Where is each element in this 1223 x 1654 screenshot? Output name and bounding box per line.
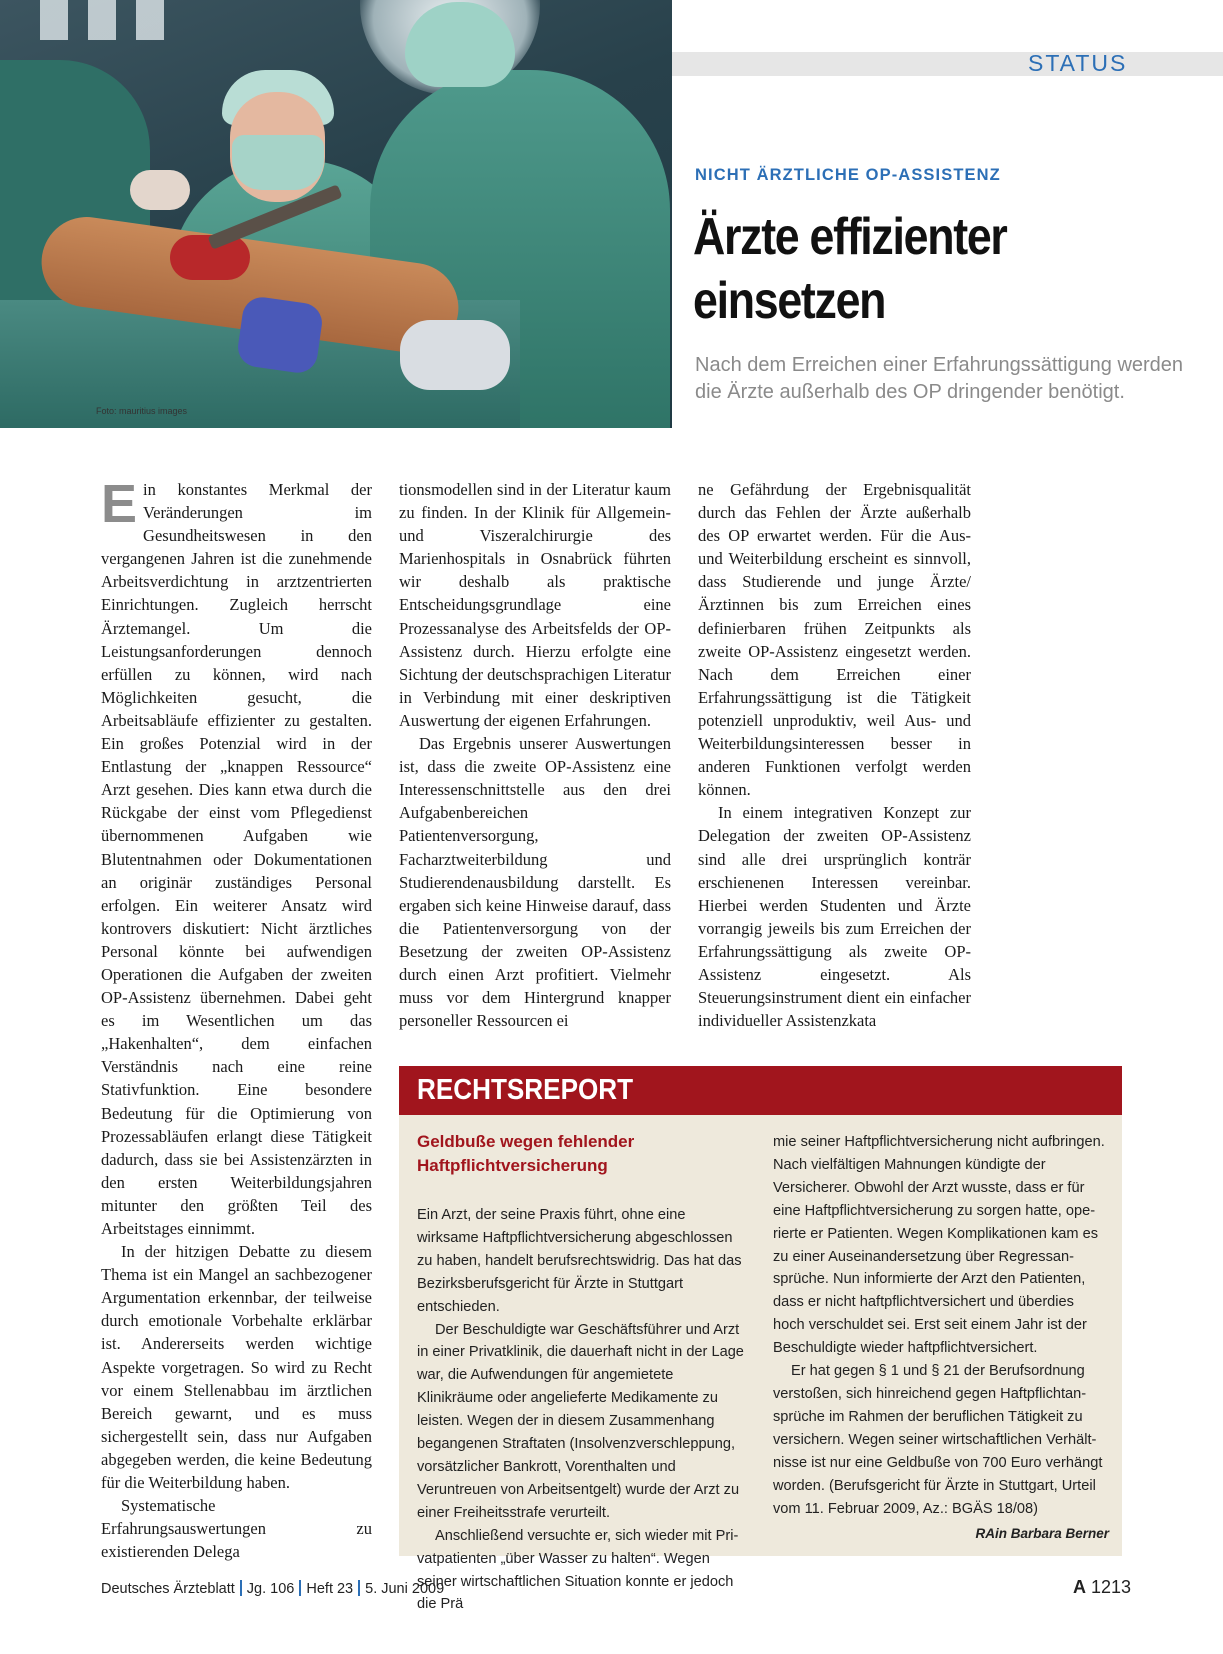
paragraph: Ein Arzt, der seine Praxis führt, ohne eine wirksame Haftpflichtversicherung abgeschlossen zu haben, handelt berufsrechtswidrig. Das hat das Bezirksberufsgericht für Ärzte in Stuttgart entschieden.: [417, 1207, 742, 1315]
article-kicker: NICHT ÄRZTLICHE OP-ASSISTENZ: [695, 166, 1001, 184]
drop-cap: E: [101, 474, 138, 534]
rechtsreport-column-2: [773, 1131, 1109, 1546]
page-number: [1073, 1577, 1131, 1598]
rechtsreport-subtitle: Geldbuße wegen fehlender Haftpflichtversicherung: [417, 1132, 635, 1175]
divider: [358, 1580, 360, 1596]
paragraph: ne Gefährdung der Ergebnisqualität durch das Fehlen der Ärzte außerhalb des OP erwartet werden. Für die Aus- und Weiterbildung erscheint es sinnvoll, dass Studierende und junge Ärzte/Ärztinnen bis zum Erreichen eines definierbaren frühen Zeitpunkts als zweite OP-Assistenz eingesetzt werden. Nach dem Erreichen einer Erfahrungssättigung ist die Tätigkeit potenziell unproduktiv, weil Aus- und Weiterbildungsinteressen besser in anderen Funktionen verfolgt werden können.: [698, 480, 971, 800]
article-subtitle: Nach dem Erreichen einer Erfahrungssättigung werden die Ärzte außerhalb des OP dringender benötigt.: [695, 354, 1184, 403]
page-footer: [101, 1580, 444, 1597]
paragraph: tionsmodellen sind in der Literatur kaum zu finden. In der Klinik für Allgemein- und Viszeralchirurgie des Marienhospitals in Osnabrück führten wir deshalb als praktische Entscheidungsgrundlage eine Prozessanalyse des Arbeitsfelds der OP-Assistenz durch. Hierzu erfolgte eine Sichtung der deutschsprachigen Literatur in Verbindung mit einer deskriptiven Auswertung der eigenen Erfahrungen.: [399, 480, 671, 730]
article-title-line1: Ärzte effizienter: [693, 208, 1007, 266]
paragraph: Das Ergebnis unserer Auswertungen ist, dass die zweite OP-Assistenz eine Interessenschnittstelle aus den drei Aufgabenbereichen Patientenversorgung, Facharztweiterbildung und Studierendenausbildung darstellt. Es ergaben sich keine Hinweise darauf, dass die Patientenversorgung von der Besetzung der zweiten OP-Assistenz durch einen Arzt profitiert. Vielmehr muss vor dem Hintergrund knapper personeller Ressourcen ei: [399, 734, 671, 1031]
photo-credit: Foto: mauritius images: [96, 406, 188, 416]
divider: [299, 1580, 301, 1596]
page-prefix: A: [1073, 1577, 1086, 1597]
journal-issue: Heft 23: [306, 1581, 354, 1597]
journal-name: Deutsches Ärzteblatt: [101, 1581, 235, 1597]
article-title-line2: einsetzen: [693, 272, 886, 330]
paragraph: mie seiner Haftpflichtversicherung nicht aufbringen. Nach vielfältigen Mahnungen kündigte der Versicherer. Obwohl der Arzt wusste, dass er für eine Haftpflichtversicherung zu sorgen hatte, operierte er Patienten. Wegen Komplikationen kam es zu einer Auseinandersetzung über Regressansprüche. Nun informierte der Arzt den Patienten, dass er nicht haftpflichtversichert und überdies hoch verschuldet sei. Erst seit einem Jahr ist der Beschuldigte wieder haftpflichtversichert.: [773, 1134, 1105, 1357]
author-credit: RAin Barbara Berner: [975, 1526, 1109, 1542]
paragraph: Systematische Erfahrungsauswertungen zu existierenden Delega: [101, 1496, 372, 1562]
article-column-3: [698, 478, 971, 1032]
rechtsreport-title: RECHTSREPORT: [417, 1074, 634, 1106]
rechtsreport-column-1: [417, 1204, 747, 1616]
journal-date: 5. Juni 2009: [365, 1581, 445, 1597]
paragraph: Anschließend versuchte er, sich wieder mit Privatpatienten „über Wasser zu halten“. Wegen seiner wirtschaftlichen Situation konnte er jedoch die Prä: [417, 1527, 739, 1613]
paragraph-text: Er hat gegen § 1 und § 21 der Berufsordnung verstoßen, sich hinreichend gegen Haftpflichtansprüche im Rahmen der beruflichen Tätigkeit zu versichern. Wegen seiner wirtschaftlichen Verhältnisse ist nur eine Geldbuße von 700 Euro verhängt worden. (Berufsgericht für Ärzte in Stuttgart, Urteil vom 11. Februar 2009, Az.: BGÄS 18/08): [773, 1363, 1103, 1517]
article-column-1: [101, 474, 372, 1563]
paragraph: In einem integrativen Konzept zur Delegation der zweiten OP-Assistenz sind alle drei ursprünglich konträr erschienenen Interessen vereinbar. Hierbei werden Studenten und Ärzte vorrangig jeweils bis zum Erreichen der Erfahrungssättigung als zweite OP-Assistenz eingesetzt. Als Steuerungsinstrument dient ein einfacher individueller Assistenzkata: [698, 803, 971, 1031]
section-label: STATUS: [1028, 50, 1128, 76]
section-bar: [672, 52, 1223, 76]
paragraph: In der hitzigen Debatte zu diesem Thema ist ein Mangel an sachbezogener Argumentation erkennbar, der teilweise durch emotionale Vorbehalte erklärbar ist. Andererseits werden wichtige Aspekte vorgetragen. So wird zu Recht vor einem Stellenabbau im ärztlichen Bereich gewarnt, und es muss sichergestellt sein, dass nur Aufgaben abgegeben werden, die keine Bedeutung für die Weiterbildung haben.: [101, 1242, 372, 1493]
journal-volume: Jg. 106: [246, 1581, 295, 1597]
surgery-photo: [0, 0, 672, 428]
paragraph: Der Beschuldigte war Geschäftsführer und Arzt in einer Privatklinik, die dauerhaft nicht in der Lage war, die Aufwendungen für angemietete Klinikräume oder angelieferte Medikamente zu leisten. Wegen der in diesem Zusammenhang begangenen Straftaten (Insolvenzverschleppung, vorsätzlicher Bankrott, Vorenthalten und Veruntreuen von Arbeitsentgelt) wurde der Arzt zu einer Freiheitsstrafe verurteilt.: [417, 1321, 744, 1521]
divider: [240, 1580, 242, 1596]
paragraph: [773, 1360, 1109, 1542]
article-column-2: [399, 478, 671, 1032]
page-number-value: 1213: [1091, 1577, 1132, 1597]
paragraph: in konstantes Merkmal der Veränderungen im Gesundheitswesen in den vergangenen Jahren ist die zunehmende Arbeitsverdichtung in arztzentrierten Einrichtungen. Zugleich herrscht Ärztemangel. Um die Leistungsanforderungen dennoch erfüllen zu können, wird nach Möglichkeiten gesucht, die Arbeitsabläufe effizienter zu gestalten. Ein großes Potenzial wird in der Entlastung der „knappen Ressource“ Arzt gesehen. Dies kann etwa durch die Rückgabe der einst vom Pflegedienst übernommenen Aufgaben wie Blutentnahmen oder Dokumentationen an originär zuständiges Personal erfolgen. Ein weiterer Ansatz wird kontrovers diskutiert: Nicht ärztliches Personal könnte bei aufwendigen Operationen die Aufgaben der zweiten OP-Assistenz übernehmen. Dabei geht es im Wesentlichen um das „Hakenhalten“, dem einfachen Verständnis nach eine reine Stativfunktion. Eine besondere Bedeutung für die Optimierung von Prozessabläufen erlangt diese Tätigkeit dadurch, dass sie bei Assistenzärzten in den ersten Weiterbildungsjahren mitunter den größten Teil des Arbeitstages einnimmt.: [101, 480, 372, 1238]
article-title: [693, 205, 1140, 333]
